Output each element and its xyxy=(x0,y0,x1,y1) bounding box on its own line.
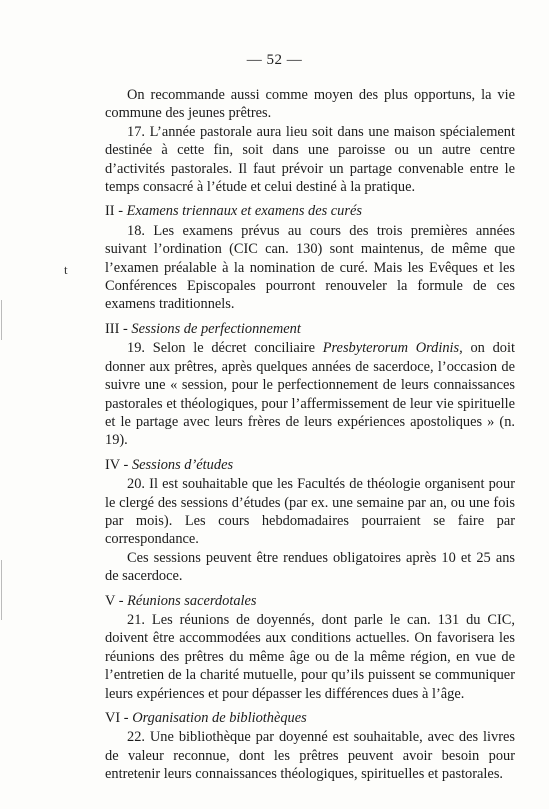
paragraph-text: 19. Selon le décret conciliaire xyxy=(127,340,323,357)
paragraph: 21. Les réunions de doyennés, dont parle le can. 131 du CIC, doivent être accommodées aux conditions actuelles. On favorisera les réunions des prêtres du même âge ou de la même région, en vue de l’entretien de la charité mutuelle, pour qu’ils puissent se communiquer leurs expériences et pour dépasser les différences dues à l’âge. xyxy=(105,611,515,702)
section-title: Examens triennaux et examens des curés xyxy=(126,203,362,220)
scan-edge-line xyxy=(1,560,2,620)
section-heading: VI - Organisation de bibliothèques xyxy=(105,710,307,726)
section-number: VI xyxy=(105,710,121,726)
section-heading: IV - Sessions d’études xyxy=(105,456,234,473)
paragraph: On recommande aussi comme moyen des plus opportuns, la vie commune des jeunes prêtres. xyxy=(105,87,515,122)
scan-edge-line xyxy=(1,300,2,340)
section-number: III xyxy=(105,320,120,337)
paragraph-text: on doit donner aux prêtres, après quelques années de sacerdoce, l’occasion de suivre une « session, pour le perfectionnement de leurs connaissances pastorales et théologiques, pour l’affermissement de leur vie spirituelle et le partage avec leurs frères de leurs expériences apostoliques » (n. 19). xyxy=(105,340,515,449)
margin-mark: t xyxy=(64,262,68,277)
paragraph: 22. Une bibliothèque par doyenné est souhaitable, avec des livres de valeur reconnue, dont les prêtres peuvent avoir besoin pour entretenir leurs connaissances théologiques, spirituelles et pastorales. xyxy=(105,729,515,783)
paragraph: 18. Les examens prévus au cours des trois premières années suivant l’ordination (CIC can. 130) sont maintenus, de même que l’examen préalable à la nomination de curé. Mais les Evêques et les Conférences Episcopales pourront renouveler la formule de ces examens traditionnels. xyxy=(105,222,515,313)
section-number: V xyxy=(105,592,116,609)
section-number: IV xyxy=(105,456,120,473)
paragraph xyxy=(105,339,515,449)
section-number: II xyxy=(105,203,115,220)
paragraph: 20. Il est souhaitable que les Facultés de théologie organisent pour le clergé des sessions d’études (par ex. une semaine par an, ou une fois par mois). Les cours hebdomadaires pourraient se faire par correspondance. xyxy=(105,476,515,548)
paragraph: 17. L’année pastorale aura lieu soit dans une maison spécialement destinée à cette fin, soit dans une paroisse ou un autre centre d’activités pastorales. Il faut prévoir un partage convenable entre le temps consacré à l’étude et celui destiné à la pratique. xyxy=(105,123,515,196)
section-title: Sessions d’études xyxy=(131,456,234,473)
section-heading: II - Examens triennaux et examens des curés xyxy=(105,203,362,220)
section-title: Organisation de bibliothèques xyxy=(132,710,307,726)
section-title: Sessions de perfectionnement xyxy=(131,320,301,337)
page-number: — 52 — xyxy=(246,52,303,68)
section-heading: III - Sessions de perfectionnement xyxy=(105,320,301,337)
section-heading: V - Réunions sacerdotales xyxy=(105,592,257,609)
section-title: Réunions sacerdotales xyxy=(127,592,257,609)
document-title-italic: Presbyterorum Ordinis, xyxy=(322,340,463,357)
paragraph: Ces sessions peuvent être rendues obligatoires après 10 et 25 ans de sacerdoce. xyxy=(105,549,515,585)
body-text xyxy=(105,86,515,784)
